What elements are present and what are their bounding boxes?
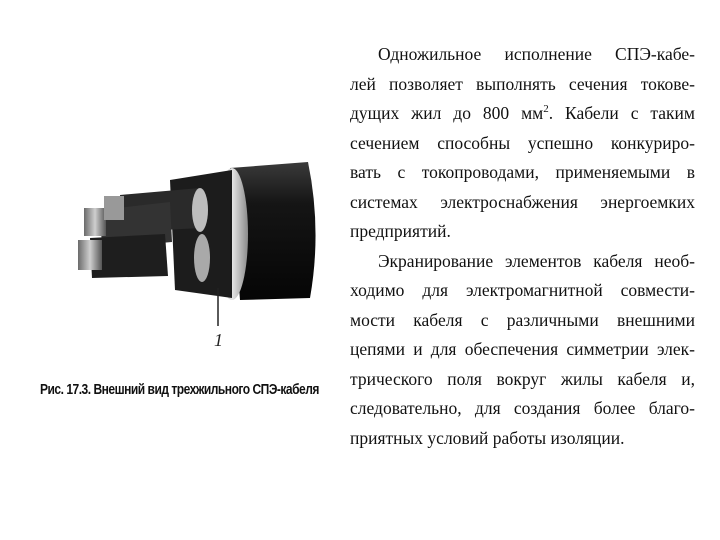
cable-figure [60,150,340,360]
text-line-with-superscript [350,99,695,129]
text-fragment: дущих жил до 800 мм [350,103,544,123]
text-line: ходимо для электромагнитной совмести- [350,280,695,300]
text-line: цепями и для обеспечения симметрии элек- [350,339,695,359]
superscript: 2 [543,103,549,116]
figure-label-number: 1 [214,330,223,350]
text-line: лей позволяет выполнять сечения токове- [350,73,695,94]
text-line: сечением способны успешно конкуриро- [350,132,695,153]
text-line: трического поля вокруг жилы кабеля и, [350,368,695,389]
text-line: системах электроснабжения энергоемких [350,191,695,212]
cable-image [60,150,340,360]
text-line: вать с токопроводами, применяемыми в [350,162,695,182]
text-line: следовательно, для создания более благо- [350,398,695,418]
paragraph-1 [350,40,695,247]
figure-caption: Рис. 17.3. Внешний вид трехжильного СПЭ-кабеля [40,382,319,398]
text-line: предприятий. [350,221,451,241]
body-text [350,40,695,453]
text-line: Экранирование элементов кабеля необ- [378,250,695,271]
text-line: мости кабеля с различными внешними [350,309,695,330]
text-line: приятных условий работы изоляции. [350,427,625,448]
text-line: Одножильное исполнение СПЭ-кабе- [378,44,695,64]
paragraph-2 [350,247,695,454]
text-fragment: . Кабели с таким [548,103,695,123]
